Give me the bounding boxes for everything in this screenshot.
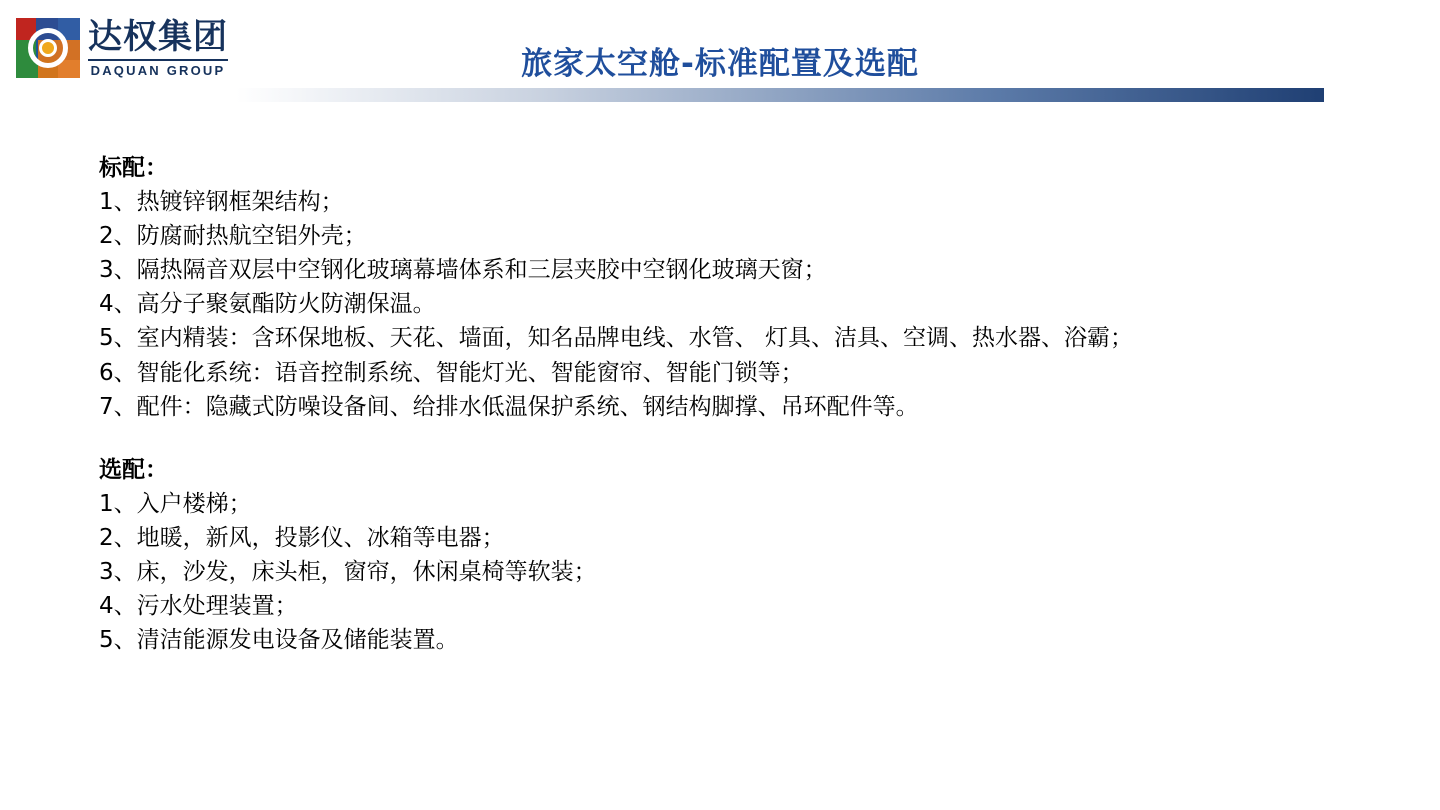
standard-config-item: 3、隔热隔音双层中空钢化玻璃幕墙体系和三层夹胶中空钢化玻璃天窗； — [99, 257, 827, 284]
header-gradient-bar — [236, 88, 1324, 102]
page-title: 旅家太空舱-标准配置及选配 — [521, 46, 919, 82]
standard-config-item: 4、高分子聚氨酯防火防潮保温。 — [99, 291, 436, 318]
optional-config-item: 2、地暖，新风，投影仪、冰箱等电器； — [99, 524, 505, 551]
slide-header — [0, 0, 1440, 110]
logo-chinese-name: 达权集团 — [88, 16, 228, 57]
standard-config-item: 7、配件：隐藏式防噪设备间、给排水低温保护系统、钢结构脚撑、吊环配件等。 — [99, 393, 919, 420]
optional-config-item: 5、清洁能源发电设备及储能装置。 — [99, 627, 459, 654]
slide-body — [99, 152, 1369, 657]
standard-config-item: 6、智能化系统：语音控制系统、智能灯光、智能窗帘、智能门锁等； — [99, 359, 804, 386]
optional-config-heading: 选配： — [99, 456, 168, 483]
optional-config-item: 3、床，沙发，床头柜，窗帘，休闲桌椅等软装； — [99, 558, 597, 585]
standard-config-item: 5、室内精装：含环保地板、天花、墙面，知名品牌电线、水管、 灯具、洁具、空调、热水器、浴霸； — [99, 325, 1133, 352]
standard-config-heading: 标配： — [99, 155, 168, 181]
logo-english-name: DAQUAN GROUP — [88, 59, 228, 77]
standard-config-item: 1、热镀锌钢框架结构； — [99, 189, 344, 216]
standard-config-item: 2、防腐耐热航空铝外壳； — [99, 223, 367, 250]
optional-config-item: 1、入户楼梯； — [99, 490, 252, 517]
section-spacer — [99, 424, 1369, 454]
optional-config-item: 4、污水处理装置； — [99, 593, 298, 619]
